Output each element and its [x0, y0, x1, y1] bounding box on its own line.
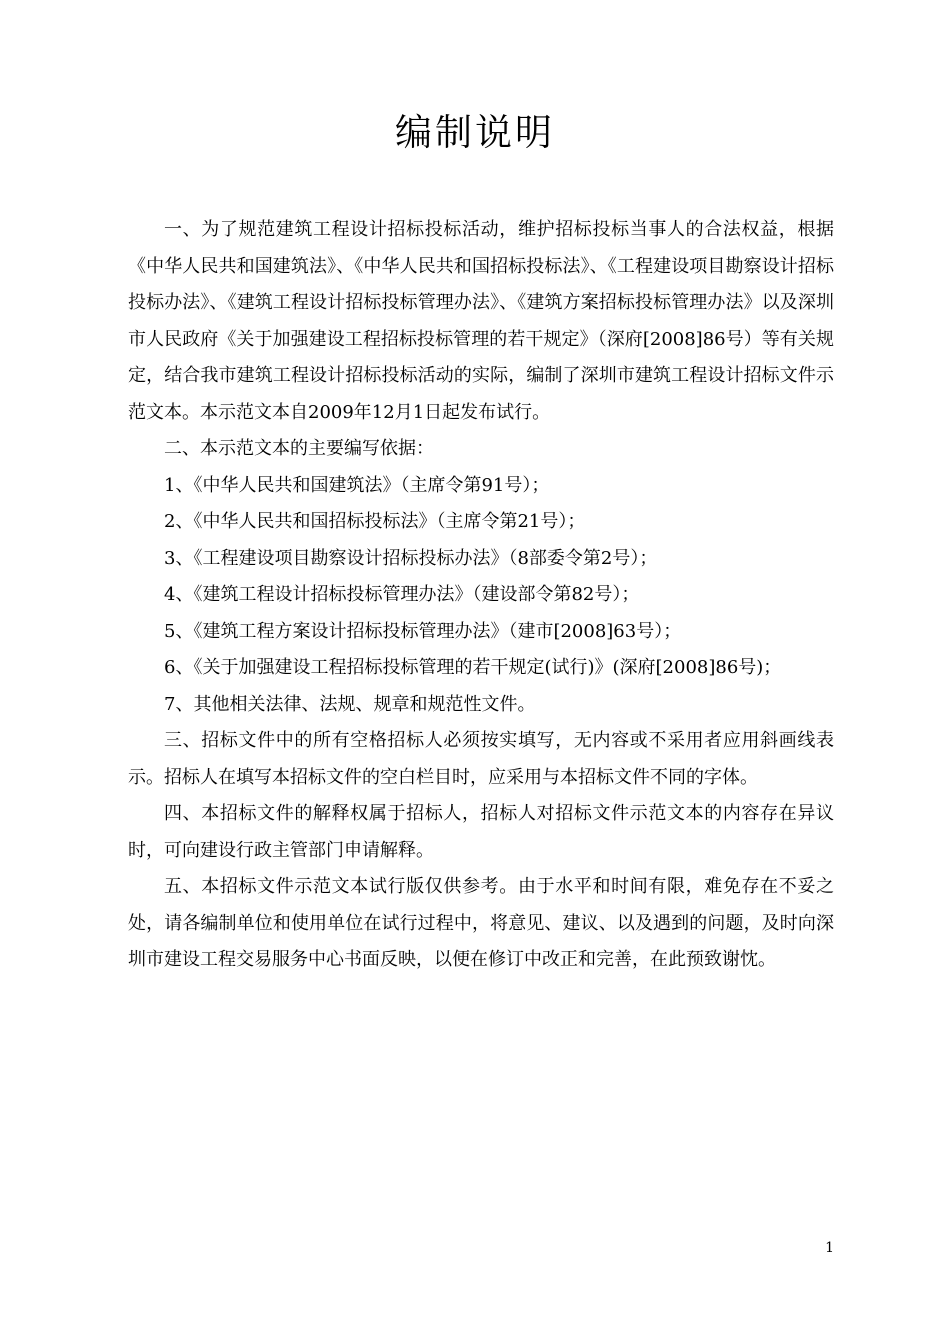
- basis-item-1: 1、《中华人民共和国建筑法》（主席令第91号）；: [164, 474, 550, 496]
- paragraph-purpose: 一、为了规范建筑工程设计招标投标活动，维护招标投标当事人的合法权益，根据《中华人民共和国建筑法》、《中华人民共和国招标投标法》、《工程建设项目勘察设计招标投标办法》、《建筑工程设计招标投标管理办法》、《建筑方案招标投标管理办法》以及深圳市人民政府《关于加强建设工程招标投标管理的若干规定》（深府[2008]86号）等有关规定，结合我市建筑工程设计招标投标活动的实际，编制了深圳市建筑工程设计招标文件示范文本。本示范文本自2009年12月1日起发布试行。: [128, 219, 834, 423]
- basis-item-4: 4、《建筑工程设计招标投标管理办法》（建设部令第82号）；: [164, 584, 640, 605]
- basis-item-7: 7、其他相关法律、法规、规章和规范性文件。: [164, 693, 536, 715]
- paragraph-interpretation: 四、本招标文件的解释权属于招标人，招标人对招标文件示范文本的内容存在异议时，可向建设行政主管部门申请解释。: [128, 803, 834, 861]
- paragraph-basis-heading: 二、本示范文本的主要编写依据：: [164, 438, 434, 459]
- document-body: [128, 212, 834, 979]
- paragraph-blanks: 三、招标文件中的所有空格招标人必须按实填写，无内容或不采用者应用斜画线表示。招标人在填写本招标文件的空白栏目时，应采用与本招标文件不同的字体。: [128, 730, 834, 788]
- basis-item-6: 6、《关于加强建设工程招标投标管理的若干规定(试行)》(深府[2008]86号)；: [164, 657, 782, 678]
- basis-item-3: 3、《工程建设项目勘察设计招标投标办法》（8部委令第2号）；: [164, 547, 658, 569]
- basis-item-5: 5、《建筑工程方案设计招标投标管理办法》（建市[2008]63号）；: [164, 620, 682, 642]
- paragraph-feedback: 五、本招标文件示范文本试行版仅供参考。由于水平和时间有限，难免存在不妥之处，请各编制单位和使用单位在试行过程中，将意见、建议、以及遇到的问题，及时向深圳市建设工程交易服务中心书面反映，以便在修订中改正和完善，在此预致谢忱。: [128, 876, 834, 970]
- page-number: 1: [825, 1240, 834, 1256]
- page-title: 编制说明: [395, 111, 555, 154]
- basis-item-2: 2、《中华人民共和国招标投标法》（主席令第21号）；: [164, 511, 586, 532]
